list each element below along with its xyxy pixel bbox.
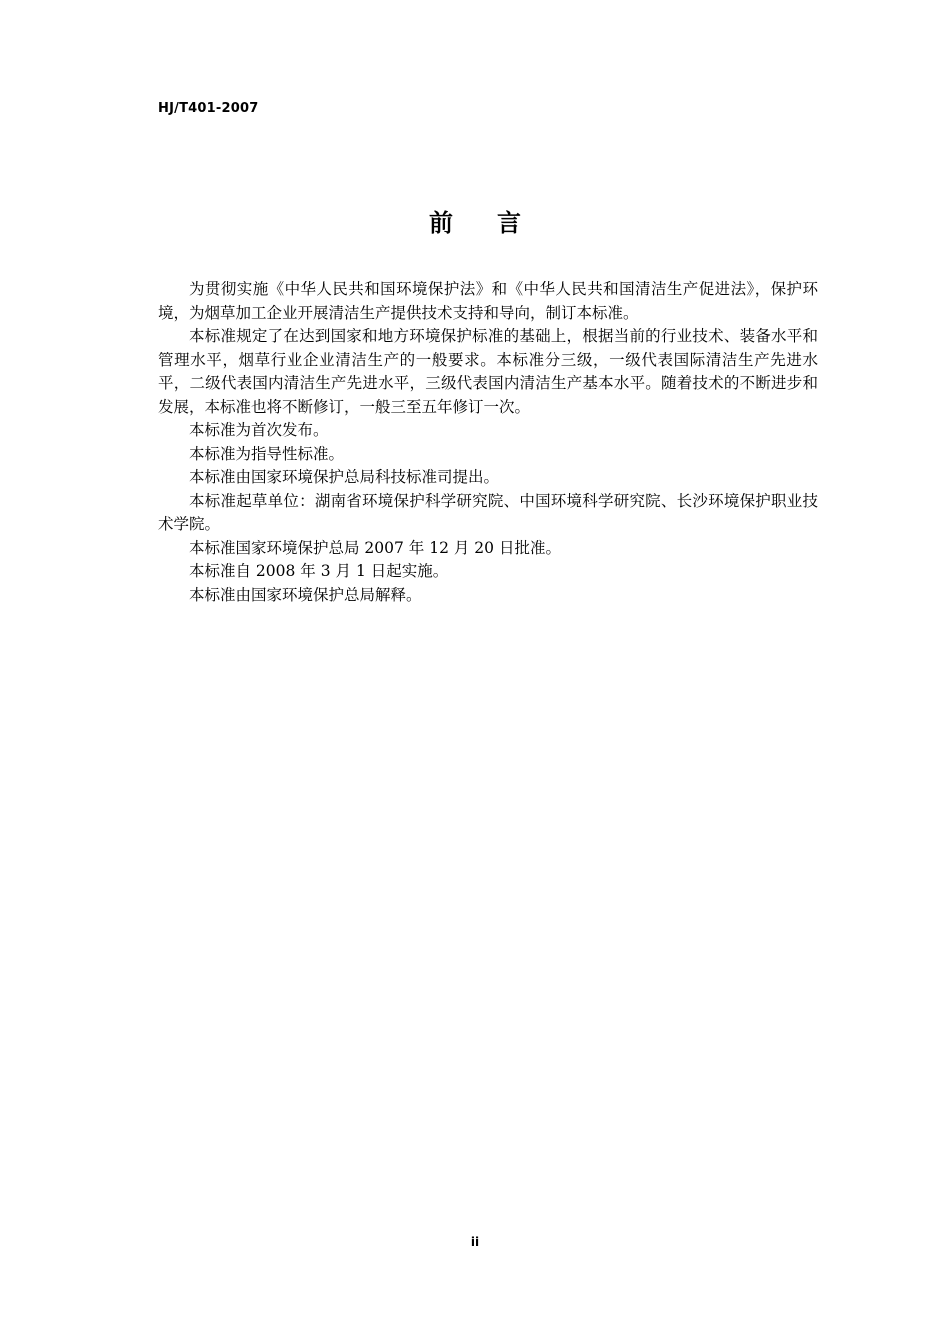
foreword-body <box>158 278 818 607</box>
paragraph-first-release: 本标准为首次发布。 <box>189 421 329 439</box>
standard-code: HJ/T401-2007 <box>158 101 259 116</box>
paragraph-proposer: 本标准由国家环境保护总局科技标准司提出。 <box>189 468 500 486</box>
page-number: ii <box>470 1235 480 1249</box>
paragraph-purpose: 为贯彻实施《中华人民共和国环境保护法》和《中华人民共和国清洁生产促进法》，保护环境，为烟草加工企业开展清洁生产提供技术支持和导向，制订本标准。 <box>158 280 818 322</box>
page-title: 前言 <box>429 209 565 237</box>
paragraph-scope: 本标准规定了在达到国家和地方环境保护标准的基础上，根据当前的行业技术、装备水平和管理水平，烟草行业企业清洁生产的一般要求。本标准分三级，一级代表国际清洁生产先进水平，二级代表国内清洁生产先进水平，三级代表国内清洁生产基本水平。随着技术的不断进步和发展，本标准也将不断修订，一般三至五年修订一次。 <box>158 327 818 416</box>
paragraph-guidance: 本标准为指导性标准。 <box>189 444 345 463</box>
paragraph-approval: 本标准国家环境保护总局 2007 年 12 月 20 日批准。 <box>189 538 561 557</box>
paragraph-drafters: 本标准起草单位：湖南省环境保护科学研究院、中国环境科学研究院、长沙环境保护职业技术学院。 <box>158 491 818 533</box>
paragraph-interpretation: 本标准由国家环境保护总局解释。 <box>189 585 422 604</box>
paragraph-effective-date: 本标准自 2008 年 3 月 1 日起实施。 <box>189 562 449 580</box>
